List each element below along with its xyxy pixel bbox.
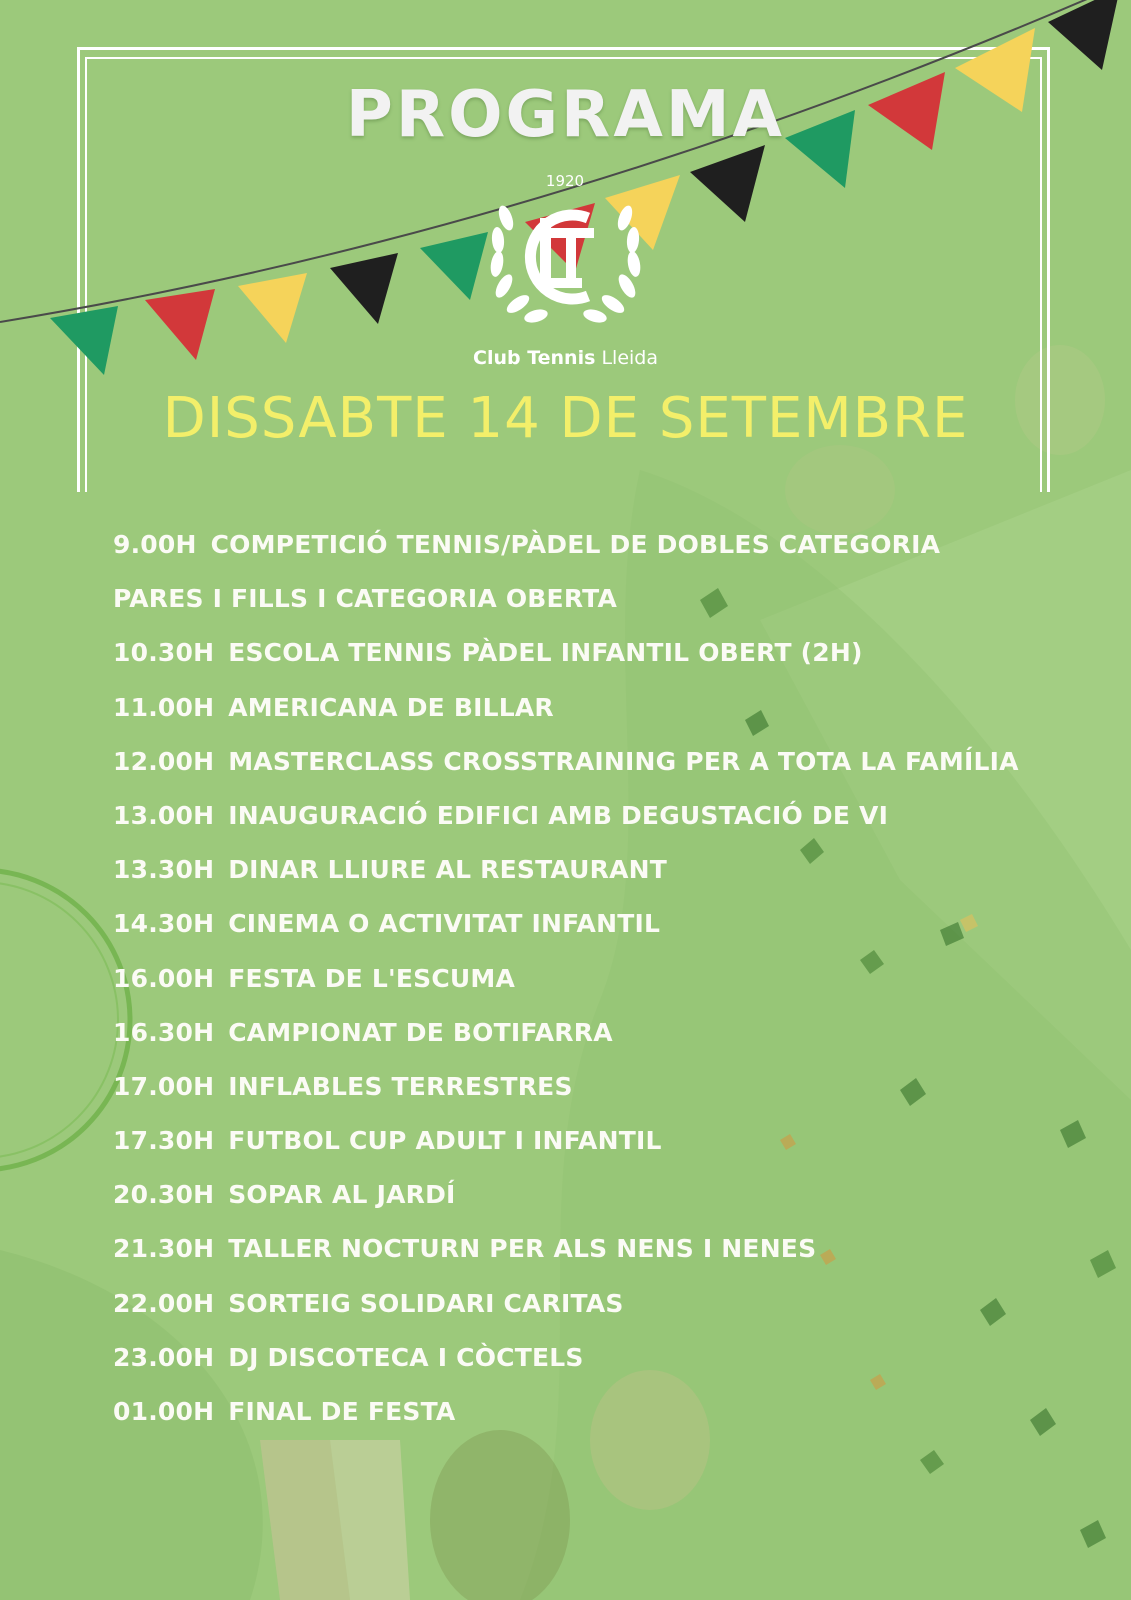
schedule-activity: MASTERCLASS CROSSTRAINING PER A TOTA LA FAMÍLIA bbox=[228, 746, 1019, 776]
schedule-item bbox=[113, 518, 1103, 572]
schedule-time: 9.00H bbox=[113, 530, 197, 559]
schedule-item bbox=[113, 789, 1103, 843]
schedule-item bbox=[113, 843, 1103, 897]
page-title: PROGRAMA bbox=[345, 78, 786, 152]
schedule-time: 11.00H bbox=[113, 692, 215, 722]
schedule-activity: SORTEIG SOLIDARI CARITAS bbox=[228, 1288, 624, 1318]
schedule-item bbox=[113, 1114, 1103, 1168]
schedule-activity: PARES I FILLS I CATEGORIA OBERTA bbox=[113, 584, 618, 614]
schedule-activity: AMERICANA DE BILLAR bbox=[228, 692, 554, 722]
schedule-activity: DJ DISCOTECA I CÒCTELS bbox=[228, 1342, 584, 1372]
schedule-activity: SOPAR AL JARDÍ bbox=[228, 1180, 456, 1210]
schedule-activity: CAMPIONAT DE BOTIFARRA bbox=[228, 1017, 613, 1047]
schedule-item bbox=[113, 1060, 1103, 1114]
schedule-time: 17.30H bbox=[113, 1126, 215, 1156]
schedule-time: 13.30H bbox=[113, 855, 215, 885]
schedule-time: 13.00H bbox=[113, 800, 215, 830]
schedule-time: 17.00H bbox=[113, 1071, 215, 1101]
schedule-activity: TALLER NOCTURN PER ALS NENS I NENES bbox=[228, 1234, 817, 1264]
schedule-time: 01.00H bbox=[113, 1397, 215, 1426]
schedule-time: 16.00H bbox=[113, 963, 215, 993]
schedule-item bbox=[113, 626, 1103, 680]
logo-year: 1920 bbox=[545, 172, 585, 190]
schedule-item bbox=[113, 1277, 1103, 1331]
schedule-activity: ESCOLA TENNIS PÀDEL INFANTIL OBERT (2H) bbox=[228, 638, 863, 668]
bunting-flag-yellow bbox=[238, 273, 307, 343]
schedule-item bbox=[113, 1222, 1103, 1276]
schedule-activity: FINAL DE FESTA bbox=[228, 1397, 456, 1426]
schedule-activity: INAUGURACIÓ EDIFICI AMB DEGUSTACIÓ DE VI bbox=[228, 800, 889, 830]
schedule-time: 12.00H bbox=[113, 746, 215, 776]
bunting-flag-black bbox=[690, 145, 765, 222]
laurel-right-icon bbox=[582, 204, 642, 325]
club-name-light: Lleida bbox=[601, 347, 658, 369]
schedule-item bbox=[113, 952, 1103, 1006]
schedule-list bbox=[113, 518, 1103, 1439]
schedule-item bbox=[113, 681, 1103, 735]
schedule-time: 20.30H bbox=[113, 1180, 215, 1210]
club-name-bold: Club Tennis bbox=[473, 347, 596, 369]
schedule-time: 21.30H bbox=[113, 1234, 215, 1264]
schedule-item bbox=[113, 1331, 1103, 1385]
schedule-activity: INFLABLES TERRESTRES bbox=[228, 1071, 573, 1101]
club-logo bbox=[478, 168, 653, 333]
schedule-item bbox=[113, 572, 1103, 626]
schedule-time: 10.30H bbox=[113, 638, 215, 668]
schedule-activity: DINAR LLIURE AL RESTAURANT bbox=[228, 855, 668, 885]
schedule-activity: FESTA DE L'ESCUMA bbox=[228, 963, 516, 993]
schedule-item bbox=[113, 1168, 1103, 1222]
schedule-activity: CINEMA O ACTIVITAT INFANTIL bbox=[228, 909, 661, 939]
schedule-item bbox=[113, 897, 1103, 951]
schedule-activity: FUTBOL CUP ADULT I INFANTIL bbox=[228, 1126, 662, 1156]
club-name bbox=[0, 347, 1131, 369]
schedule-time: 14.30H bbox=[113, 909, 215, 939]
schedule-item bbox=[113, 1385, 1103, 1439]
event-date: DISSABTE 14 DE SETEMBRE bbox=[162, 386, 969, 451]
schedule-time: 22.00H bbox=[113, 1288, 215, 1318]
schedule-item bbox=[113, 735, 1103, 789]
schedule-activity: COMPETICIÓ TENNIS/PÀDEL DE DOBLES CATEGORIA bbox=[210, 530, 941, 559]
schedule-time: 16.30H bbox=[113, 1017, 215, 1047]
schedule-time: 23.00H bbox=[113, 1342, 215, 1372]
bunting-flag-black bbox=[330, 253, 398, 324]
schedule-item bbox=[113, 1006, 1103, 1060]
